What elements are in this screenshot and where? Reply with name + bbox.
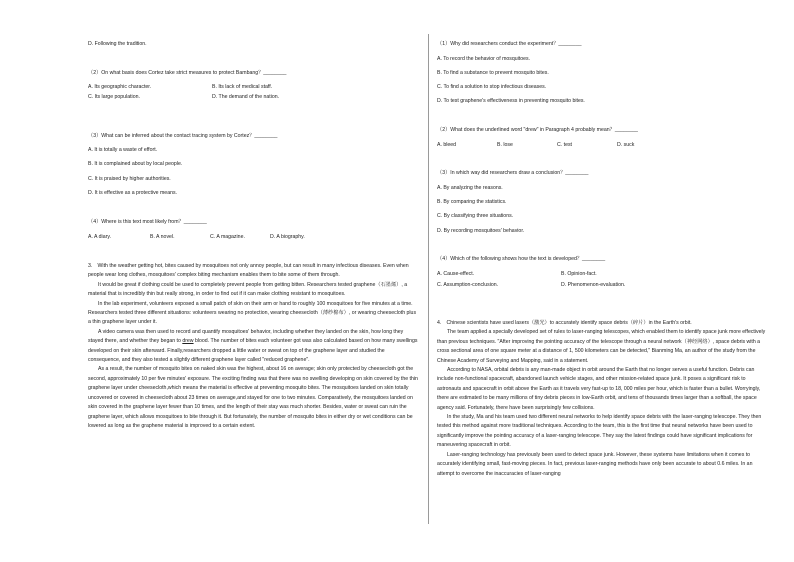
r-q1-option-a: A. To record the behavior of mosquitoes. [437, 56, 531, 62]
r-q4-option-d: D. Phenomenon-evaluation. [561, 282, 626, 288]
r-q4-option-c: C. Assumption-conclusion. [437, 282, 499, 288]
q2-option-b: B. Its lack of medical staff. [212, 84, 273, 90]
r-q4-option-b: B. Opinion-fact. [561, 271, 597, 277]
q2-option-c: C. Its large population. [88, 94, 140, 100]
q3-option-d: D. It is effective as a protective means. [88, 190, 177, 196]
passage-4-paragraph: The team applied a specially developed set of rules to laser-ranging telescopes, which enabled them to identify space junk more effectively than previous techniques. "After improving the pointing accuracy of the telescope through a neural network（神经网络）, space debris with a cross sectional area of one square meter at a distance of 1, 500 kilometers can be detected," Bianming Ma, an author of the study from the Chinese Academy of Surveying and Mapping, said in a statement. [437, 329, 766, 364]
q3-option-a: A. It is totally a waste of effort. [88, 147, 158, 153]
q2-question: （2）On what basis does Cortez take strict measures to protect Bambang？________ [88, 70, 287, 76]
q3-question: （3）What can be inferred about the contact tracing system by Cortez？________ [88, 133, 278, 139]
r-q3-option-d: D. By recording mosquitoes' behavior. [437, 228, 525, 234]
q4-option-c: C. A magazine. [210, 234, 245, 240]
passage-3 [88, 262, 418, 431]
r-q3-option-c: C. By classifying three situations. [437, 213, 514, 219]
q3-option-c: C. It is praised by higher authorities. [88, 176, 171, 182]
q2-option-d: D. The demand of the nation. [212, 94, 280, 100]
q4-option-d: D. A biography. [270, 234, 305, 240]
passage-3-paragraph: A video camera was then used to record and quantify mosquitoes' behavior, including whether they landed on the skin, how long they stayed there, and whether they began to drew blood. The number of bites each volunteer got was also calculated based on how many swellings developed on their skin afterward. Finally,researchers dropped a little water or sweat on top of the graphene layer and studied the consequence, and they also tested a slightly different graphene layer called "reduced graphene". [88, 328, 418, 364]
passage-4-paragraph: According to NASA, orbital debris is any man-made object in orbit around the Earth that no longer serves a useful function. Debris can include non-functional spacecraft, abandoned launch vehicle stages, and other mission-related space junk. It poses a significant risk to astronauts and spacecraft in orbit above the Earth as it travels very fast-up to 18, 000 miles per hour, which is faster than a bullet. Worryingly, there are estimated to be many millions of tiny debris pieces in low-Earth orbit, and tens of thousands times larger than a softball, the space agency said. Fortunately, there have been surprisingly few collisions. [437, 367, 761, 411]
r-q2-option-d: D. suck [617, 142, 635, 148]
q1-option-d: D. Following the tradition. [88, 41, 147, 47]
r-q2-option-a: A. bleed [437, 142, 457, 148]
r-q1-option-b: B. To find a substance to prevent mosquito bites. [437, 70, 549, 76]
q3-option-b: B. It is complained about by local people. [88, 161, 183, 167]
r-q4-question: （4）Which of the following shows how the text is developed？________ [437, 256, 606, 262]
r-q1-question: （1）Why did researchers conduct the experiment？________ [437, 41, 582, 47]
q2-option-a: A. Its geographic character. [88, 84, 152, 90]
passage-3-paragraph: As a result, the number of mosquito bites on naked skin was the highest, about 16 on average; skin only protected by cheesecloth got the second, approximately 10 per five minutes' exposure. The exciting finding was that there was no swelling developing on skin covered by the thin graphene layer under cheesecloth,which means the material is effective at preventing mosquito bites. The mosquitoes landed on skin totally uncovered or covered in cheesecloth about 23 times on average,and stayed for one to two minutes. Comparatively, the mosquitoes landed on skin covered in the graphene layer fewer than 10 times, and the length of their stay was much shorter. Besides, water or sweat can ruin the graphene layer, which allows mosquitoes to bite through it. But fortunately, the number of mosquito bites in either dry or wet conditions can be lowered as long as the graphene material is improved to a certain extent. [88, 366, 418, 429]
column-divider [428, 34, 429, 524]
passage-4-paragraph: 4. Chinese scientists have used lasers（激光）to accurately identify space debris（碎片）in the Earth's orbit. [437, 320, 692, 326]
passage-4 [437, 319, 767, 479]
r-q1-option-c: C. To find a solution to stop infectious diseases. [437, 84, 547, 90]
r-q4-option-a: A. Cause-effect. [437, 271, 475, 277]
passage-3-paragraph: 3. With the weather getting hot, bites caused by mosquitoes not only annoy people, but can result in many infectious diseases. Even when people wear long clothes, mosquitoes' complex biting mechanism enables them to bite some of them through. [88, 263, 409, 279]
q4-option-a: A. A diary. [88, 234, 111, 240]
passage-4-paragraph: Laser-ranging technology has previously been used to detect space junk. However, these systems have limitations when it comes to accurately identifying small, fast-moving pieces. In fact, previous laser-ranging methods have only been accurate to about 0.6 miles. In an attempt to overcome the inaccuracies of laser-ranging [437, 451, 753, 477]
passage-3-paragraph: In the lab experiment, volunteers exposed a small patch of skin on their arm or hand to roughly 100 mosquitoes for five minutes at a time. Researchers tested three different situations: volunteers wearing no protection, wearing cheesecloth（薄纱棉布）, or wearing cheesecloth plus a thin graphene layer under it. [88, 300, 417, 326]
r-q3-option-a: A. By analyzing the reasons. [437, 185, 503, 191]
r-q1-option-d: D. To test graphene's effectiveness in preventing mosquito bites. [437, 98, 585, 104]
q4-question: （4）Where is this text most likely from？________ [88, 219, 207, 225]
r-q2-option-b: B. lose [497, 142, 513, 148]
r-q2-option-c: C. test [557, 142, 572, 148]
r-q3-option-b: B. By comparing the statistics. [437, 199, 507, 205]
underlined-word: drew [182, 338, 194, 345]
r-q2-question: （2）What does the underlined word "drew" in Paragraph 4 probably mean？________ [437, 127, 638, 133]
passage-4-paragraph: In the study, Ma and his team used two different neural networks to help identify space debris with the laser-ranging telescope. They then tested this method against more traditional techniques. According to the team, this is the first time that neural networks have been used to significantly improve the pointing accuracy of a laser-ranging telescope. They say the latest findings could have significant implications for maneuvering spacecraft in orbit. [437, 414, 762, 449]
r-q3-question: （3）In which way did researchers draw a conclusion？________ [437, 170, 589, 176]
q4-option-b: B. A novel. [150, 234, 175, 240]
passage-3-paragraph: It would be great if clothing could be used to completely prevent people from getting bitten. Researchers tested graphene（石墨烯）, a material that is incredibly thin but really strong, in order to find out if it can make clothing resistant to mosquitoes. [88, 281, 408, 298]
